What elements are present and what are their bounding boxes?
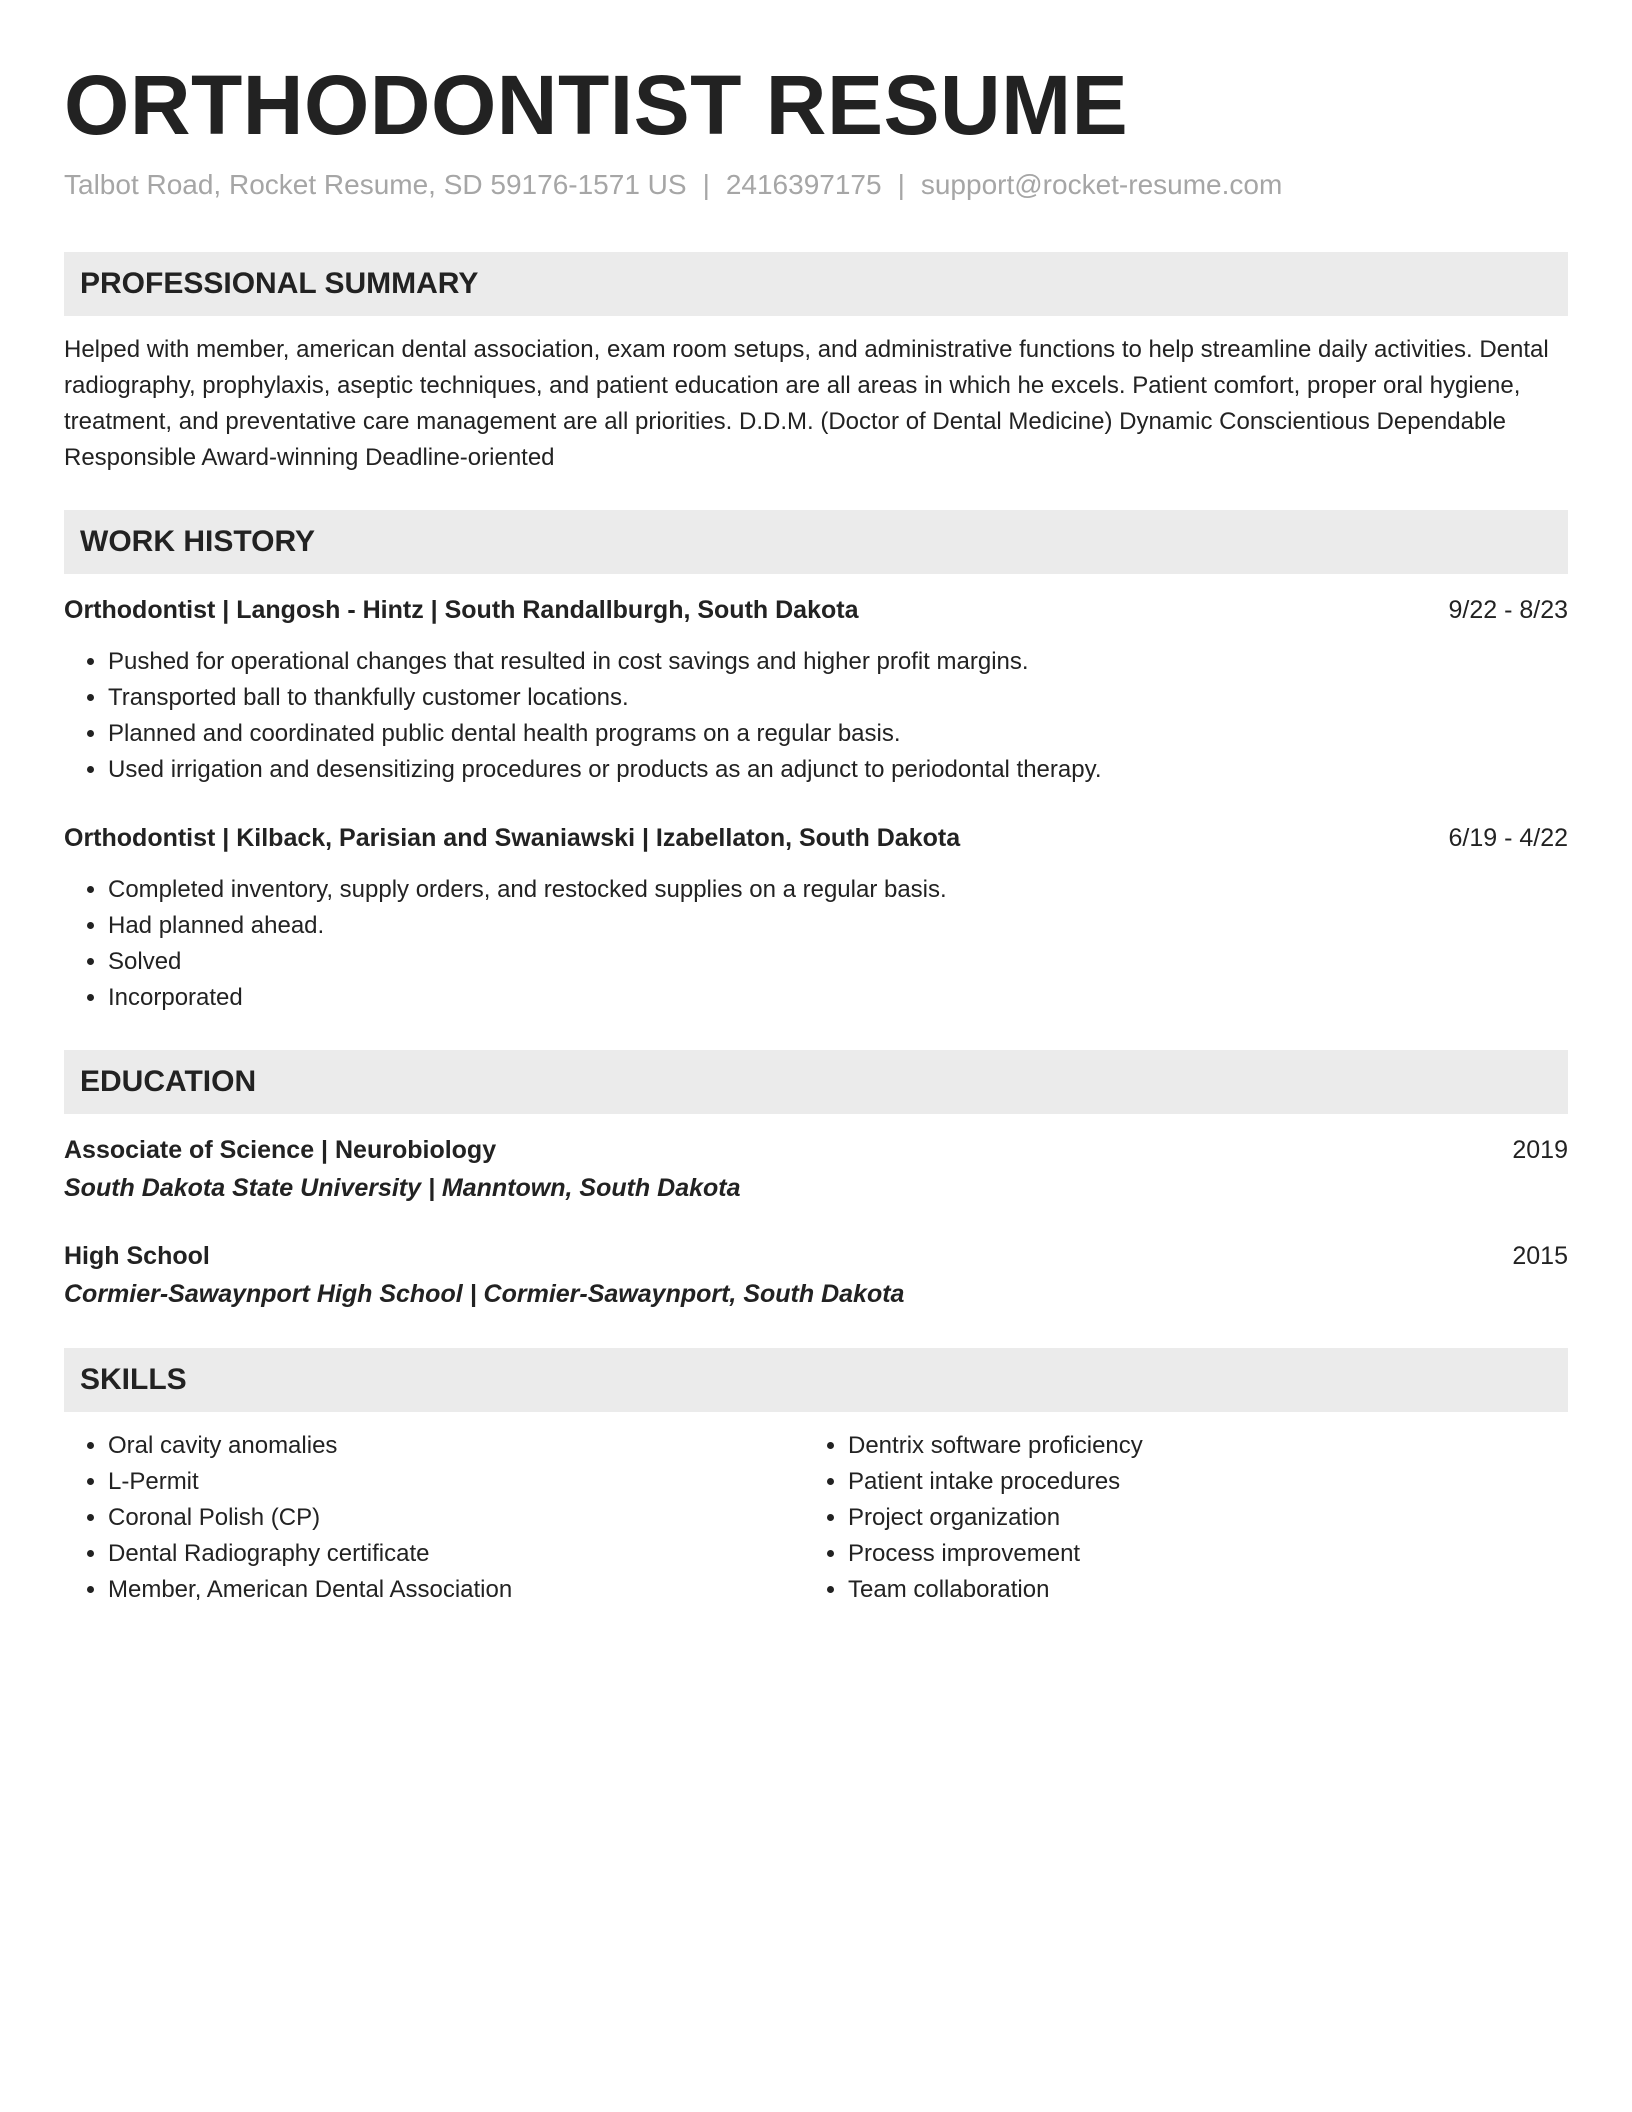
skill-item: • Project organization bbox=[848, 1500, 1568, 1536]
skill-item: • Member, American Dental Association bbox=[108, 1572, 804, 1608]
job-duty: • Used irrigation and desensitizing procedures or products as an adjunct to periodontal therapy. bbox=[108, 752, 1568, 788]
section-header-skills: SKILLS bbox=[64, 1348, 1568, 1412]
job-duty: • Completed inventory, supply orders, and restocked supplies on a regular basis. bbox=[108, 872, 1568, 908]
job-title: Orthodontist | Kilback, Parisian and Swaniawski | Izabellaton, South Dakota bbox=[64, 824, 961, 852]
education-entry bbox=[64, 1132, 1568, 1208]
skill-item: • L-Permit bbox=[108, 1464, 804, 1500]
skill-item: • Dental Radiography certificate bbox=[108, 1536, 804, 1572]
skill-item: • Process improvement bbox=[848, 1536, 1568, 1572]
contact-address: Talbot Road, Rocket Resume, SD 59176-1571 US bbox=[64, 169, 687, 200]
skill-item: • Oral cavity anomalies bbox=[108, 1428, 804, 1464]
skills-grid bbox=[64, 1428, 1568, 1608]
contact-separator: | bbox=[897, 169, 905, 200]
job-entry bbox=[64, 820, 1568, 1016]
job-duties-list bbox=[64, 644, 1568, 788]
skill-item: • Coronal Polish (CP) bbox=[108, 1500, 804, 1536]
job-title: Orthodontist | Langosh - Hintz | South Randallburgh, South Dakota bbox=[64, 596, 859, 624]
education-school: South Dakota State University | Manntown, South Dakota bbox=[64, 1174, 741, 1202]
job-duties-list bbox=[64, 872, 1568, 1016]
job-duty: • Had planned ahead. bbox=[108, 908, 1568, 944]
job-duty: • Planned and coordinated public dental health programs on a regular basis. bbox=[108, 716, 1568, 752]
skills-list-left bbox=[64, 1428, 804, 1608]
section-header-summary: PROFESSIONAL SUMMARY bbox=[64, 252, 1568, 316]
skill-item: • Team collaboration bbox=[848, 1572, 1568, 1608]
skill-item: • Dentrix software proficiency bbox=[848, 1428, 1568, 1464]
job-duty: • Pushed for operational changes that resulted in cost savings and higher profit margins. bbox=[108, 644, 1568, 680]
education-entry bbox=[64, 1238, 1568, 1314]
skills-list-right bbox=[804, 1428, 1568, 1608]
education-year: 2015 bbox=[1512, 1242, 1568, 1270]
job-duty: • Solved bbox=[108, 944, 1568, 980]
education-school: Cormier-Sawaynport High School | Cormier-Sawaynport, South Dakota bbox=[64, 1280, 905, 1308]
contact-line bbox=[64, 168, 1568, 202]
contact-email: support@rocket-resume.com bbox=[920, 169, 1283, 200]
education-degree: High School bbox=[64, 1242, 210, 1270]
contact-separator: | bbox=[702, 169, 710, 200]
contact-phone: 2416397175 bbox=[725, 169, 882, 200]
section-header-education: EDUCATION bbox=[64, 1050, 1568, 1114]
job-entry bbox=[64, 592, 1568, 788]
education-degree: Associate of Science | Neurobiology bbox=[64, 1136, 497, 1164]
job-duty: • Incorporated bbox=[108, 980, 1568, 1016]
skill-item: • Patient intake procedures bbox=[848, 1464, 1568, 1500]
job-dates: 9/22 - 8/23 bbox=[1448, 596, 1568, 624]
summary-text: Helped with member, american dental association, exam room setups, and administrative functions to help streamline daily activities. Dental radiography, prophylaxis, aseptic techniques, and patient education are all areas in which he excels. Patient comfort, proper oral hygiene, treatment, and preventative care management are all priorities. D.D.M. (Doctor of Dental Medicine) Dynamic Conscientious Dependable Responsible Award-winning Deadline-oriented bbox=[64, 336, 1549, 471]
job-duty: • Transported ball to thankfully customer locations. bbox=[108, 680, 1568, 716]
resume-title: ORTHODONTIST RESUME bbox=[64, 58, 1129, 152]
education-year: 2019 bbox=[1512, 1136, 1568, 1164]
job-dates: 6/19 - 4/22 bbox=[1448, 824, 1568, 852]
section-header-work-history: WORK HISTORY bbox=[64, 510, 1568, 574]
